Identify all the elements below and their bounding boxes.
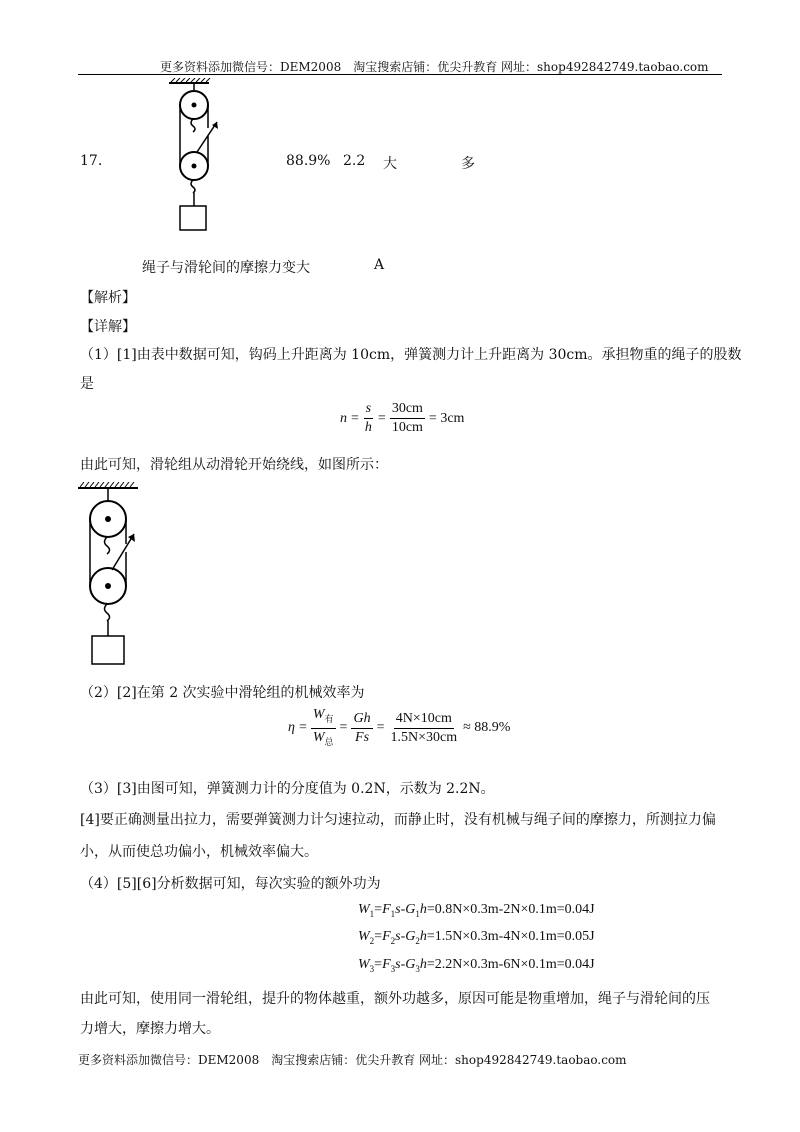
eq-val-den: 1.5N×30cm (390, 729, 458, 745)
part1-line1: （1）[1]由表中数据可知，钩码上升距离为 10cm，弹簧测力计上升距离为 30cm。承担物重的绳子的股数 (80, 347, 742, 363)
page-header: 更多资料添加微信号：DEM2008 淘宝搜索店铺：优尖升教育 网址：shop492842749.taobao.com (160, 60, 709, 74)
eq-val-num: 4N×10cm (394, 710, 454, 729)
part3-line3: 小，从而使总功偏小，机械效率偏大。 (80, 844, 318, 860)
eq2-values: =1.5N×0.3m-4N×0.1m=0.05J (426, 929, 595, 944)
section-analysis: 【解析】 (80, 290, 136, 306)
eq-w-total: $W_总$ (312, 729, 334, 747)
part3-line2: [4]要正确测量出拉力，需要弹簧测力计匀速拉动，而静止时，没有机械与绳子间的摩擦力，所测拉力偏 (80, 812, 716, 828)
eq-equals-4: = (339, 720, 348, 736)
extra-work-eq3: $W_3=F_3s-G_3h=2.2N\times 0.3m-6N\times 0.1m=0.04J$ (358, 957, 595, 974)
eq-work-ratio (311, 706, 336, 751)
answer-more: 多 (461, 156, 475, 172)
pulley-diagram-small (165, 78, 230, 246)
eq-n-var: n (340, 410, 347, 426)
pulley-diagram-large (72, 482, 152, 667)
conclusion-line2: 力增大，摩擦力增大。 (80, 1021, 220, 1037)
question-number: 17. (80, 153, 103, 169)
eq-eta: η (288, 720, 295, 736)
equation-n (340, 400, 464, 437)
part2-line1: （2）[2]在第 2 次实验中滑轮组的机械效率为 (80, 685, 365, 701)
part1-line2: 是 (80, 376, 94, 392)
eq-equals-2: = (377, 410, 386, 426)
eq-den: 10cm (391, 420, 423, 435)
eq-cm-fraction (390, 400, 425, 437)
part3-line1: （3）[3]由图可知，弹簧测力计的分度值为 0.2N，示数为 2.2N。 (80, 781, 495, 797)
eq-h: h (364, 420, 372, 435)
eq1-values: =0.8N×0.3m-2N×0.1m=0.04J (426, 902, 595, 917)
eq-s: s (364, 400, 373, 419)
eq-gh: Gh (351, 710, 372, 729)
answer-choice: A (374, 257, 385, 273)
eq3-values: =2.2N×0.3m-6N×0.1m=0.04J (426, 957, 595, 972)
answer-force: 2.2 (343, 153, 366, 169)
eq-equals: = (351, 410, 359, 426)
eq-result: = 3cm (428, 410, 465, 426)
page-footer: 更多资料添加微信号：DEM2008 淘宝搜索店铺：优尖升教育 网址：shop492842749.taobao.com (78, 1053, 627, 1067)
equation-eta (288, 706, 510, 751)
part4-line1: （4）[5][6]分析数据可知，每次实验的额外功为 (80, 876, 381, 892)
eq-equals-3: = (298, 720, 307, 736)
eq-fs: Fs (355, 729, 370, 745)
extra-work-eq2: $W_2=F_2s-G_2h=1.5N\times 0.3m-4N\times 0.1m=0.05J$ (358, 929, 595, 946)
eq-num: 30cm (390, 400, 425, 419)
eq-w-useful: $W_有$ (311, 706, 336, 729)
header-rule (78, 74, 722, 75)
section-detail: 【详解】 (80, 319, 136, 335)
extra-work-eq1: $W_1=F_1s-G_1h=0.8N\times 0.3m-2N\times 0.1m=0.04J$ (358, 902, 595, 919)
answer-efficiency: 88.9% (286, 153, 331, 169)
part1-line3: 由此可知，滑轮组从动滑轮开始绕线，如图所示： (80, 457, 388, 473)
answer-big: 大 (383, 156, 397, 172)
eq-s-over-h (363, 400, 374, 437)
eq-eta-result: ≈ 88.9% (463, 720, 511, 736)
eq-gh-fs (351, 710, 372, 747)
eq-values-fraction (388, 710, 459, 747)
conclusion-line1: 由此可知，使用同一滑轮组，提升的物体越重，额外功越多，原因可能是物重增加，绳子与滑轮间的压 (80, 991, 710, 1007)
answer-reason: 绳子与滑轮间的摩擦力变大 (142, 260, 310, 276)
eq-equals-5: = (376, 720, 385, 736)
